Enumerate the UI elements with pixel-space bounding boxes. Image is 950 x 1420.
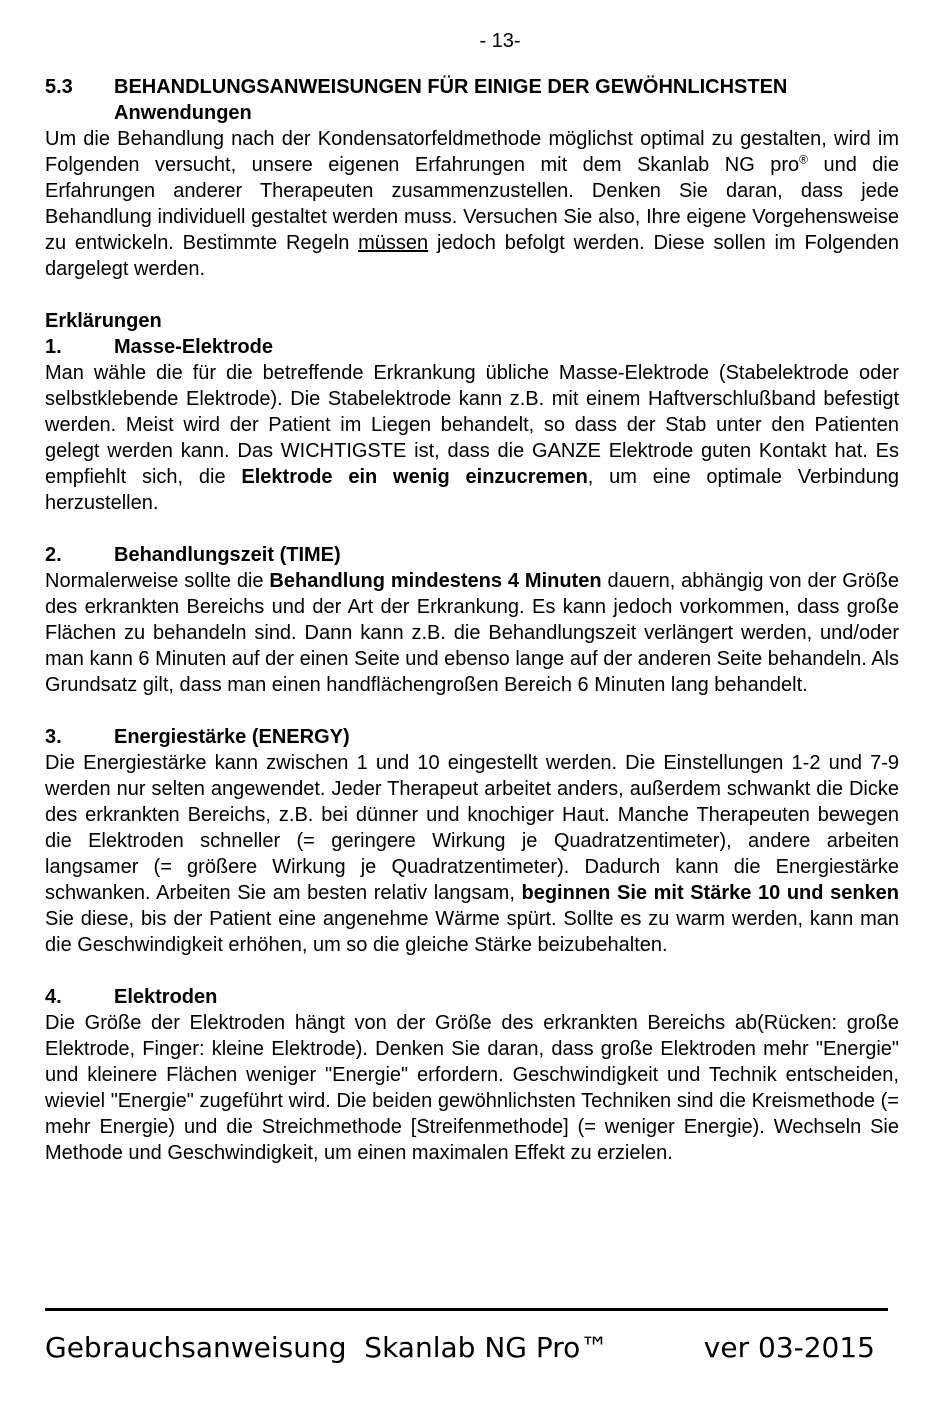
item-text-a: Normalerweise sollte die <box>45 570 270 592</box>
item-paragraph <box>45 568 899 698</box>
intro-paragraph <box>45 126 899 282</box>
item-2 <box>45 542 899 698</box>
item-text-bold: Behandlung mindestens 4 Minuten <box>269 570 602 592</box>
footer <box>45 1330 875 1366</box>
section-title: BEHANDLUNGSANWEISUNGEN FÜR EINIGE DER GEWÖHNLICHSTEN <box>114 76 788 98</box>
item-paragraph <box>45 1010 899 1166</box>
section-heading <box>45 74 899 100</box>
item-1 <box>45 334 899 516</box>
registered-mark: ® <box>799 152 808 167</box>
item-heading <box>45 542 899 568</box>
item-heading <box>45 724 899 750</box>
item-text-b: , um eine optimale Verbindung herzustellen. <box>45 466 899 514</box>
intro-text-2: und die Erfahrungen anderer Therapeuten zusammenzustellen. Denken Sie daran, dass jede Behandlung individuell gestaltet werden muss. Versuchen Sie also, Ihre eigene Vorgehensweise zu entwickeln. Bestimmte Regeln <box>45 154 899 254</box>
page-number: - 13- <box>479 30 521 52</box>
item-heading <box>45 334 899 360</box>
item-text-a: Man wähle die für die betreffende Erkrankung übliche Masse-Elektrode (Stabelektrode oder selbstklebende Elektrode). Die Stabelektrode kann z.B. mit einem Haftverschlußband befestigt werden. Meist wird der Patient im Liegen behandelt, so dass der Stab unter den Patienten gelegt werden kann. Das WICHTIGSTE ist, dass die GANZE Elektrode guten Kontakt hat. Es empfiehlt sich, die <box>45 362 899 488</box>
intro-underlined: müssen <box>358 232 429 254</box>
document-body <box>45 74 899 1166</box>
item-text-bold: beginnen Sie mit Stärke 10 und senken <box>521 882 899 904</box>
item-text-b: dauern, abhängig von der Größe des erkrankten Bereichs und der Art der Erkrankung. Es kann jedoch vorkommen, dass große Flächen zu behandeln sind. Dann kann z.B. die Behandlungszeit verlängert werden, und/oder man kann 6 Minuten auf der einen Seite und ebenso lange auf der anderen Seite behandeln. Als Grundsatz gilt, dass man einen handflächengroßen Bereich 6 Minuten lang behandelt. <box>45 570 899 696</box>
item-number: 3. <box>45 726 62 748</box>
item-4 <box>45 984 899 1166</box>
item-number: 1. <box>45 336 62 358</box>
item-3 <box>45 724 899 958</box>
footer-title: Gebrauchsanweisung Skanlab NG Pro™ <box>45 1331 609 1364</box>
intro-text-3: jedoch befolgt werden. Diese sollen im Folgenden dargelegt werden. <box>45 232 899 280</box>
item-title: Energiestärke (ENERGY) <box>114 726 350 748</box>
item-text-a: Die Größe der Elektroden hängt von der Größe des erkrankten Bereichs ab(Rücken: große Elektrode, Finger: kleine Elektrode). Denken Sie daran, dass große Elektroden mehr "Energie" und kleinere Flächen weniger "Energie" erfordern. Geschwindigkeit und Technik entscheiden, wieviel "Energie" zugeführt wird. Die beiden gewöhnlichsten Techniken sind die Kreismethode (= mehr Energie) und die Streichmethode [Streifenmethode] (= weniger Energie). Wechseln Sie Methode und Geschwindigkeit, um einen maximalen Effekt zu erzielen. <box>45 1012 899 1164</box>
item-text-b: Sie diese, bis der Patient eine angenehme Wärme spürt. Sollte es zu warm werden, kann man die Geschwindigkeit erhöhen, um so die gleiche Stärke beizubehalten. <box>45 908 899 956</box>
footer-version: ver 03-2015 <box>703 1331 875 1364</box>
item-paragraph <box>45 360 899 516</box>
item-paragraph <box>45 750 899 958</box>
item-number: 2. <box>45 544 62 566</box>
footer-rule <box>45 1308 888 1311</box>
item-text-bold: Elektrode ein wenig einzucremen <box>241 466 588 488</box>
item-heading <box>45 984 899 1010</box>
item-title: Masse-Elektrode <box>114 336 273 358</box>
item-text-a: Die Energiestärke kann zwischen 1 und 10 eingestellt werden. Die Einstellungen 1-2 und 7-9 werden nur selten angewendet. Jeder Therapeut arbeitet anders, außerdem schwankt die Dicke des erkrankten Bereichs, z.B. bei dünner und knochiger Haut. Manche Therapeuten bewegen die Elektroden schneller (= geringere Wirkung je Quadratzentimeter), andere arbeiten langsamer (= größere Wirkung je Quadratzentimeter). Dadurch kann die Energiestärke schwanken. Arbeiten Sie am besten relativ langsam, <box>45 752 899 904</box>
intro-text-1: Um die Behandlung nach der Kondensatorfeldmethode möglichst optimal zu gestalten, wird im Folgenden versucht, unsere eigenen Erfahrungen mit dem Skanlab NG pro <box>45 128 899 176</box>
item-title: Elektroden <box>114 986 218 1008</box>
item-title: Behandlungszeit (TIME) <box>114 544 341 566</box>
section-subtitle: Anwendungen <box>114 102 252 124</box>
explanations-heading: Erklärungen <box>45 310 162 332</box>
section-number: 5.3 <box>45 76 73 98</box>
item-number: 4. <box>45 986 62 1008</box>
